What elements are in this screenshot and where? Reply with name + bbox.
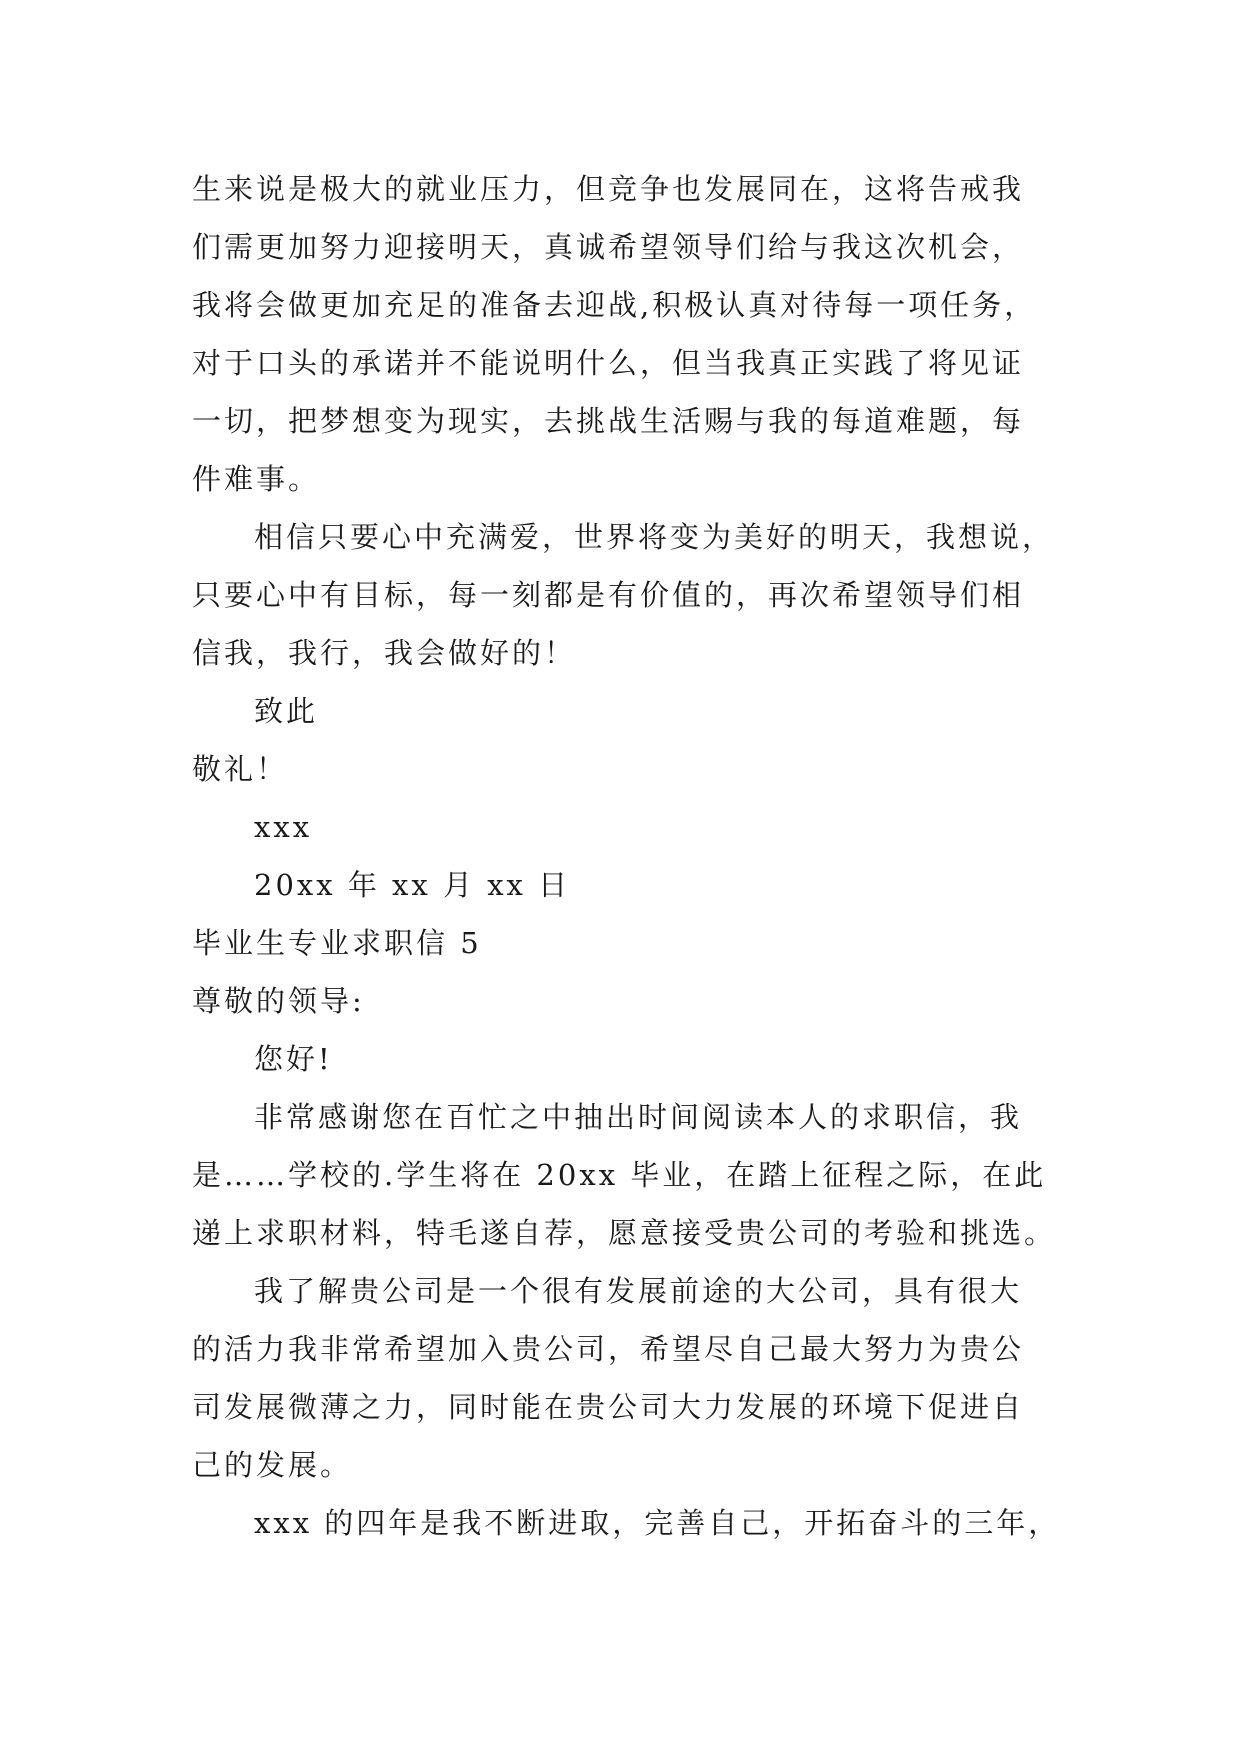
text-line: 信我，我行，我会做好的！ [192,636,577,670]
text-line: xxx [254,810,313,844]
text-line: 们需更加努力迎接明天，真诚希望领导们给与我这次机会， [192,230,1025,264]
document-body [192,160,1092,1552]
text-line: 20xx 年 xx 月 xx 日 [254,868,571,902]
text-line: 敬礼！ [192,752,289,786]
text-line: 非常感谢您在百忙之中抽出时间阅读本人的求职信，我 [254,1100,1023,1134]
text-line: 毕业生专业求职信 5 [192,926,482,960]
text-line: 司发展微薄之力，同时能在贵公司大力发展的环境下促进自 [192,1390,1025,1424]
text-line: 您好! [254,1042,333,1076]
text-line: 己的发展。 [192,1448,353,1482]
document-page [192,160,1092,1552]
text-line: 的活力我非常希望加入贵公司，希望尽自己最大努力为贵公 [192,1332,1025,1366]
text-line: 只要心中有目标，每一刻都是有价值的，再次希望领导们相 [192,578,1025,612]
text-line: 是……学校的.学生将在 20xx 毕业，在踏上征程之际，在此 [192,1158,1047,1192]
text-line: 我了解贵公司是一个很有发展前途的大公司，具有很大 [254,1274,1023,1308]
text-line: 递上求职材料，特毛遂自荐，愿意接受贵公司的考验和挑选。 [192,1216,1057,1250]
text-line: 一切，把梦想变为现实，去挑战生活赐与我的每道难题，每 [192,404,1025,438]
text-line: xxx 的四年是我不断进取，完善自己，开拓奋斗的三年， [254,1506,1061,1540]
text-line: 尊敬的领导: [192,984,365,1018]
text-line: 致此 [254,694,319,728]
text-line: 相信只要心中充满爱，世界将变为美好的明天，我想说， [254,520,1055,554]
text-line: 对于口头的承诺并不能说明什么，但当我真正实践了将见证 [192,346,1025,380]
text-line: 件难事。 [192,462,321,496]
text-line: 生来说是极大的就业压力，但竞争也发展同在，这将告戒我 [192,172,1025,206]
text-line: 我将会做更加充足的准备去迎战,积极认真对待每一项任务， [192,288,1037,322]
